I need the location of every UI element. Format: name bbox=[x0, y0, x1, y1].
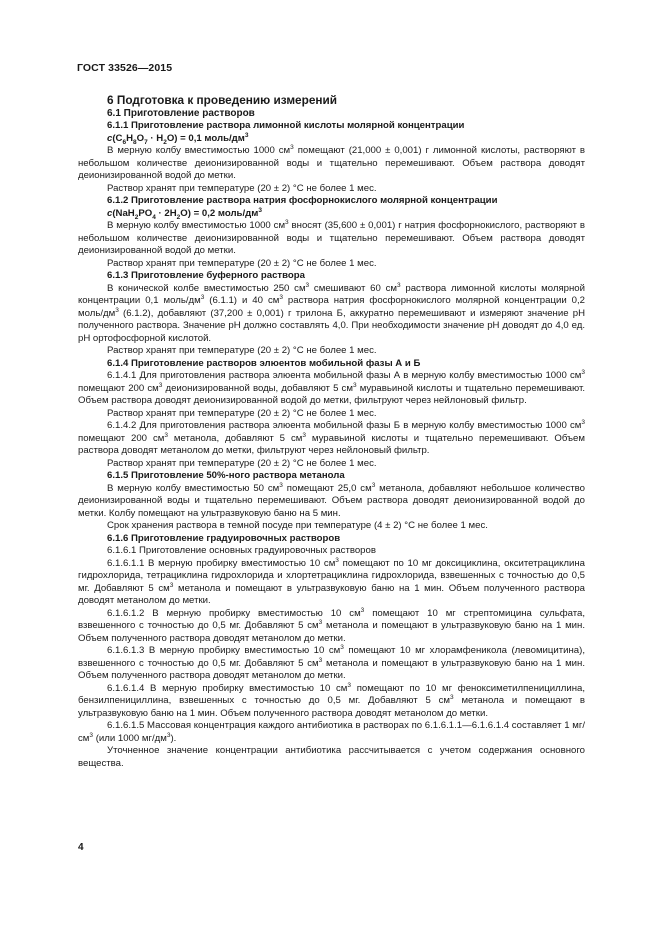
paragraph: Раствор хранят при температуре (20 ± 2) °С не более 1 мес. bbox=[107, 407, 377, 419]
heading-6-1-1: 6.1.1 Приготовление раствора лимонной кислоты молярной концентрации bbox=[107, 120, 465, 131]
heading-6-1-3: 6.1.3 Приготовление буферного раствора bbox=[107, 270, 305, 281]
heading-6-1-2: 6.1.2 Приготовление раствора натрия фосфорнокислого молярной концентрации bbox=[107, 195, 498, 206]
paragraph: Раствор хранят при температуре (20 ± 2) °С не более 1 мес. bbox=[107, 257, 377, 269]
subsection-title: 6.1 Приготовление растворов bbox=[107, 108, 255, 119]
paragraph: В мерную колбу вместимостью 50 $см^3$ помещают 25,0 $см^3$ метанола, добавляют небольшое количество деионизированной воды и тщательно перемешивают. Объем раствора доводят деионизированной водой до метки. Колбу помещают на ультразвуковую баню на 5 мин. bbox=[78, 481, 586, 519]
heading-6-1-5: 6.1.5 Приготовление 50%-ного раствора метанола bbox=[107, 470, 345, 481]
paragraph: Срок хранения раствора в темной посуде при температуре (4 ± 2) °С не более 1 мес. bbox=[107, 520, 488, 531]
document-body bbox=[78, 93, 585, 770]
paragraph: 6.1.4.2 Для приготовления раствора элюента мобильной фазы Б в мерную колбу вместимостью 1000 $см^3$ помещают 200 $см^3$ метанола, добавляют 5 $см^3$ муравьиной кислоты и тщательно перемешивают. Объем раствора доводят метанолом до метки, фильтруют через нейлоновый фильтр. bbox=[78, 418, 585, 456]
paragraph: Раствор хранят при температуре (20 ± 2) °С не более 1 мес. bbox=[107, 457, 377, 469]
section-title: 6 Подготовка к проведению измерений bbox=[107, 93, 338, 107]
paragraph: 6.1.6.1.3 В мерную пробирку вместимостью 10 $см^3$ помещают 10 мг хлорамфеникола (левомицитина), взвешенного с точностью до 0,5 мг. Добавляют 5 $см^3$ метанола и помещают в ультразвуковую баню на 1 мин. Объем полученного раствора доводят метанолом до метки. bbox=[78, 643, 585, 681]
paragraph: 6.1.6.1.5 Массовая концентрация каждого антибиотика в растворах по 6.1.6.1.1—6.1.6.1.4 составляет 1 $мг/см^3$ (или 1000 $мг/дм^3$). bbox=[78, 720, 585, 744]
paragraph: 6.1.4.1 Для приготовления раствора элюента мобильной фазы А в мерную колбу вместимостью 1000 $см^3$ помещают 200 $см^3$ деионизированной воды, добавляют 5 $см^3$ муравьиной кислоты и тщательно перемешивают. Объем раствора доводят деионизированной водой до метки, фильтруют через нейлоновый фильтр. bbox=[78, 368, 585, 406]
paragraph: Уточненное значение концентрации антибиотика рассчитывается с учетом содержания основного вещества. bbox=[78, 745, 585, 769]
paragraph: В мерную колбу вместимостью 1000 $см^3$ помещают (21,000 ± 0,001) г лимонной кислоты, растворяют в небольшом количестве деионизированной воды и тщательно перемешивают. Объем раствора доводят деионизированной водой до метки. bbox=[78, 143, 586, 181]
paragraph: В конической колбе вместимостью 250 $см^3$ смешивают 60 $см^3$ раствора лимонной кислоты молярной концентрации 0,1 моль/$дм^3$ (6.1.1) и 40 $см^3$ раствора натрия фосфорнокислого молярной концентрации 0,2 моль/$дм^3$ (6.1.2), добавляют (37,200 ± 0,001) г трилона Б, аккуратно перемешивают и измеряют значение pH полученного раствора. Значение pH должно составлять 4,0. При необходимости значение pH доводят до 4,0 ед. pH ортофосфорной кислотой. bbox=[78, 281, 586, 344]
standard-number: ГОСТ 33526—2015 bbox=[77, 62, 173, 74]
paragraph: 6.1.6.1.4 В мерную пробирку вместимостью 10 $см^3$ помещают по 10 мг феноксиметилпенициллина, бензилпенициллина, взвешенных с точностью до 0,5 мг. Добавляют 5 $см^3$ метанола и помещают в ультразвуковую баню на 1 мин. Объем полученного раствора доводят метанолом до метки. bbox=[78, 681, 585, 719]
page-number: 4 bbox=[78, 842, 84, 853]
paragraph: 6.1.6.1.1 В мерную пробирку вместимостью 10 $см^3$ помещают по 10 мг доксициклина, окситетрациклина гидрохлорида, тетрациклина гидрохлорида и хлортетрациклина гидрохлорида, взвешенных с точностью до 0,5 мг. Добавляют 5 $см^3$ метанола и помещают в ультразвуковую баню на 1 мин. Объем полученного раствора доводят метанолом до метки. bbox=[78, 556, 585, 606]
formula-citric-acid: $c(C_6H_8O_7 \cdot H_2O) = 0,1$ моль/$дм^3$ bbox=[107, 131, 249, 146]
paragraph: 6.1.6.1 Приготовление основных градуировочных растворов bbox=[107, 545, 376, 556]
paragraph: 6.1.6.1.2 В мерную пробирку вместимостью 10 $см^3$ помещают 10 мг стрептомицина сульфата, взвешенного с точностью до 0,5 мг. Добавляют 5 $см^3$ метанола и помещают в ультразвуковую баню на 1 мин. Объем полученного раствора доводят метанолом до метки. bbox=[78, 606, 586, 644]
formula-sodium-phosphate: $c(NaH_2PO_4 \cdot 2H_2O) = 0,2$ моль/$дм^3$ bbox=[107, 206, 262, 221]
heading-6-1-6: 6.1.6 Приготовление градуировочных растворов bbox=[107, 532, 341, 544]
paragraph: Раствор хранят при температуре (20 ± 2) °С не более 1 мес. bbox=[107, 345, 377, 356]
heading-6-1-4: 6.1.4 Приготовление растворов элюентов мобильной фазы А и Б bbox=[107, 357, 421, 369]
paragraph: Раствор хранят при температуре (20 ± 2) °С не более 1 мес. bbox=[107, 182, 377, 194]
paragraph: В мерную колбу вместимостью 1000 $см^3$ вносят (35,600 ± 0,001) г натрия фосфорнокислого, растворяют в небольшом количестве деионизированной воды и тщательно перемешивают. Объем раствора доводят деионизированной водой до метки. bbox=[78, 218, 586, 256]
